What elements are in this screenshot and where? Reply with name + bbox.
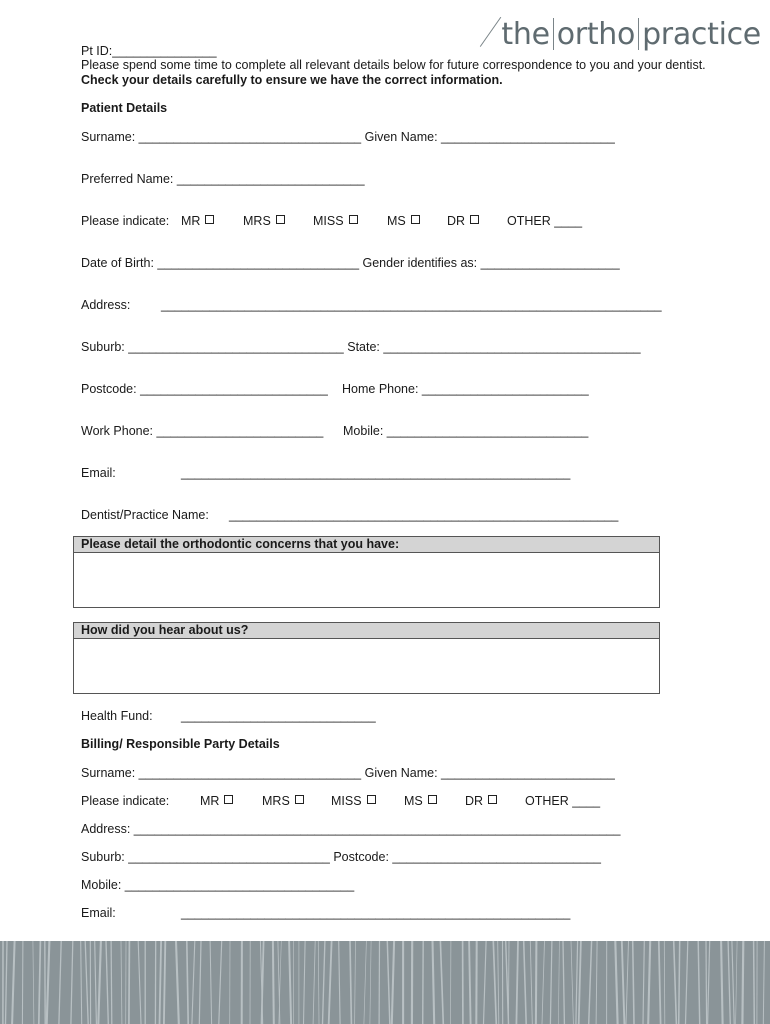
- footer-stripe: [39, 941, 41, 1024]
- billing-heading: Billing/ Responsible Party Details: [81, 737, 280, 751]
- footer-stripe: [392, 941, 394, 1024]
- footer-stripe: [576, 941, 578, 1024]
- checkbox-icon[interactable]: [367, 795, 376, 804]
- footer-stripe: [498, 941, 499, 1024]
- checkbox-icon[interactable]: [411, 215, 420, 224]
- footer-stripe: [516, 941, 518, 1024]
- footer-stripe: [579, 941, 581, 1024]
- intro-text: Please spend some time to complete all relevant details below for future correspondence to you and your dentist.: [81, 58, 706, 72]
- patient-details-heading: Patient Details: [81, 101, 168, 115]
- footer-stripe: [440, 941, 443, 1024]
- concerns-box-header: Please detail the orthodontic concerns that you have:: [74, 537, 659, 553]
- referral-source-box[interactable]: [73, 622, 660, 694]
- billing-email-label: Email:: [81, 906, 116, 920]
- patient-title-label: Please indicate:: [81, 214, 170, 228]
- practice-logo: the ortho practice: [490, 14, 761, 52]
- dob-gender-field[interactable]: Date of Birth: _____________________________ Gender identifies as: ____________________: [81, 256, 620, 270]
- footer-stripe: [370, 941, 371, 1024]
- postcode-field[interactable]: Postcode: ___________________________: [81, 382, 328, 396]
- footer-stripe: [106, 941, 108, 1024]
- footer-stripe: [622, 941, 625, 1024]
- footer-stripe: [323, 941, 325, 1024]
- footer-stripe: [262, 941, 264, 1024]
- footer-stripe: [493, 941, 496, 1024]
- footer-stripe: [524, 941, 527, 1024]
- footer-stripe: [95, 941, 97, 1024]
- billing-title-ms[interactable]: MS: [404, 794, 437, 808]
- patient-title-dr[interactable]: DR: [447, 214, 479, 228]
- footer-stripe: [589, 941, 592, 1024]
- footer-stripe: [633, 941, 634, 1024]
- footer-stripe: [674, 941, 677, 1024]
- footer-stripe: [763, 941, 764, 1024]
- footer-stripe: [176, 941, 179, 1024]
- footer-stripe: [329, 941, 332, 1024]
- footer-stripe: [387, 941, 390, 1024]
- footer-stripe: [542, 941, 545, 1024]
- work-phone-field[interactable]: Work Phone: ________________________: [81, 424, 324, 438]
- address-label: Address:: [81, 298, 131, 312]
- footer-stripe: [219, 941, 222, 1024]
- footer-stripe: [708, 941, 710, 1024]
- dentist-field[interactable]: ________________________________________________________: [229, 508, 619, 522]
- dentist-label: Dentist/Practice Name:: [81, 508, 209, 522]
- footer-stripe: [22, 941, 23, 1024]
- billing-title-mr[interactable]: MR: [200, 794, 233, 808]
- footer-stripe: [313, 941, 315, 1024]
- footer-stripe: [350, 941, 351, 1024]
- billing-surname-given-field[interactable]: Surname: ________________________________ Given Name: _________________________: [81, 766, 615, 780]
- footer-stripe: [355, 941, 356, 1024]
- footer-stripe: [71, 941, 73, 1024]
- address-field[interactable]: ________________________________________________________________________: [161, 298, 662, 312]
- billing-title-mrs[interactable]: MRS: [262, 794, 304, 808]
- concerns-box[interactable]: [73, 536, 660, 608]
- footer-stripe: [626, 941, 629, 1024]
- footer-stripe: [550, 941, 552, 1024]
- checkbox-icon[interactable]: [488, 795, 497, 804]
- footer-stripe: [6, 941, 8, 1024]
- footer-stripe: [98, 941, 101, 1024]
- footer-stripe: [199, 941, 201, 1024]
- patient-title-mrs[interactable]: MRS: [243, 214, 285, 228]
- suburb-state-field[interactable]: Suburb: _______________________________ State: _____________________________________: [81, 340, 641, 354]
- footer-stripe: [686, 941, 688, 1024]
- footer-stripe: [648, 941, 650, 1024]
- footer-stripe: [558, 941, 559, 1024]
- footer-stripe: [364, 941, 367, 1024]
- footer-stripe: [530, 941, 532, 1024]
- email-label: Email:: [81, 466, 116, 480]
- footer-stripe: [664, 941, 665, 1024]
- health-fund-label: Health Fund:: [81, 709, 153, 723]
- patient-title-mr[interactable]: MR: [181, 214, 214, 228]
- footer-stripe: [304, 941, 306, 1024]
- footer-stripe: [571, 941, 573, 1024]
- footer-stripe: [508, 941, 509, 1024]
- footer-stripe: [318, 941, 319, 1024]
- patient-title-other[interactable]: OTHER ____: [507, 214, 583, 228]
- footer-stripe: [210, 941, 212, 1024]
- preferred-name-field[interactable]: Preferred Name: ___________________________: [81, 172, 365, 186]
- footer-stripe: [469, 941, 471, 1024]
- footer-stripe: [85, 941, 88, 1024]
- footer-stripe: [643, 941, 644, 1024]
- checkbox-icon[interactable]: [470, 215, 479, 224]
- footer-stripe: [721, 941, 723, 1024]
- footer-stripe: [164, 941, 165, 1024]
- footer-stripe: [33, 941, 34, 1024]
- decorative-footer-band: [0, 941, 770, 1024]
- footer-stripe: [706, 941, 707, 1024]
- footer-stripe: [615, 941, 617, 1024]
- footer-stripe: [536, 941, 537, 1024]
- mobile-field[interactable]: Mobile: _____________________________: [343, 424, 589, 438]
- checkbox-icon[interactable]: [205, 215, 214, 224]
- footer-stripe: [736, 941, 738, 1024]
- footer-stripe: [754, 941, 755, 1024]
- patient-id-field[interactable]: Pt ID:_______________: [81, 44, 217, 58]
- footer-stripe: [12, 941, 15, 1024]
- footer-stripe: [728, 941, 730, 1024]
- home-phone-field[interactable]: Home Phone: ________________________: [342, 382, 589, 396]
- billing-title-label: Please indicate:: [81, 794, 170, 808]
- footer-stripe: [563, 941, 564, 1024]
- billing-title-miss[interactable]: MISS: [331, 794, 376, 808]
- checkbox-icon[interactable]: [349, 215, 358, 224]
- footer-stripe: [423, 941, 424, 1024]
- footer-stripe: [339, 941, 340, 1024]
- footer-stripe: [121, 941, 122, 1024]
- billing-mobile-field[interactable]: Mobile: _________________________________: [81, 878, 355, 892]
- footer-stripe: [187, 941, 188, 1024]
- footer-stripe: [47, 941, 50, 1024]
- checkbox-icon[interactable]: [276, 215, 285, 224]
- footer-stripe: [484, 941, 487, 1024]
- checkbox-icon[interactable]: [295, 795, 304, 804]
- footer-stripe: [289, 941, 291, 1024]
- footer-stripe: [679, 941, 680, 1024]
- billing-title-other[interactable]: OTHER ____: [525, 794, 601, 808]
- referral-box-header: How did you hear about us?: [74, 623, 659, 639]
- footer-stripe: [732, 941, 734, 1024]
- footer-stripe: [742, 941, 743, 1024]
- footer-stripe: [659, 941, 661, 1024]
- footer-stripe: [433, 941, 435, 1024]
- footer-stripe: [81, 941, 82, 1024]
- checkbox-icon[interactable]: [428, 795, 437, 804]
- email-field[interactable]: ________________________________________________________: [181, 466, 571, 480]
- checkbox-icon[interactable]: [224, 795, 233, 804]
- patient-title-ms[interactable]: MS: [387, 214, 420, 228]
- footer-stripe: [129, 941, 130, 1024]
- footer-stripe: [160, 941, 162, 1024]
- billing-email-field[interactable]: ________________________________________________________: [181, 906, 571, 920]
- billing-title-dr[interactable]: DR: [465, 794, 497, 808]
- footer-stripe: [698, 941, 700, 1024]
- billing-address-field[interactable]: Address: ______________________________________________________________________: [81, 822, 621, 836]
- footer-stripe: [138, 941, 141, 1024]
- health-fund-field[interactable]: ____________________________: [181, 709, 376, 723]
- footer-stripe: [111, 941, 112, 1024]
- footer-stripe: [192, 941, 195, 1024]
- patient-title-miss[interactable]: MISS: [313, 214, 358, 228]
- footer-pattern: [0, 941, 770, 1024]
- billing-suburb-postcode-field[interactable]: Suburb: _____________________________ Postcode: ______________________________: [81, 850, 601, 864]
- patient-surname-given-field[interactable]: Surname: ________________________________ Given Name: _________________________: [81, 130, 615, 144]
- check-details-notice: Check your details carefully to ensure we have the correct information.: [81, 73, 503, 87]
- footer-stripe: [273, 941, 274, 1024]
- footer-stripe: [59, 941, 61, 1024]
- footer-stripe: [596, 941, 597, 1024]
